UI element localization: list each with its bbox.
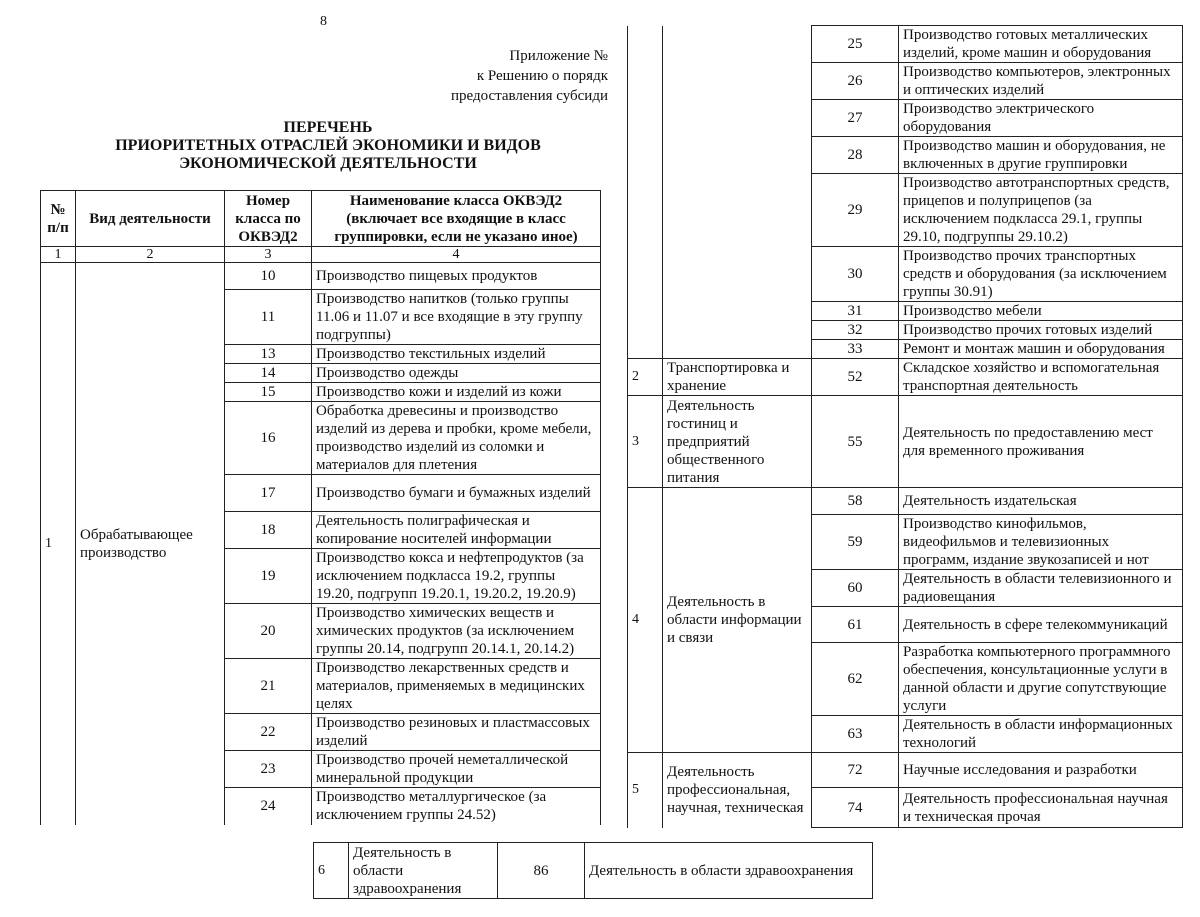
okved-code: 18 bbox=[225, 512, 312, 549]
activity-type: Транспортировка и хранение bbox=[663, 359, 812, 396]
okved-class-name: Производство готовых металлических изделий, кроме машин и оборудования bbox=[899, 26, 1183, 63]
header-name: Наименование класса ОКВЭД2 (включает все входящие в класс группировки, если не указано иное) bbox=[312, 191, 601, 247]
okved-code: 72 bbox=[812, 753, 899, 788]
priority-activities-table-left bbox=[40, 190, 601, 825]
annex-heading bbox=[308, 46, 608, 106]
okved-class-name: Производство мебели bbox=[899, 302, 1183, 321]
group-number: 5 bbox=[628, 753, 663, 828]
table-row bbox=[628, 26, 1183, 63]
okved-code: 32 bbox=[812, 321, 899, 340]
okved-class-name: Складское хозяйство и вспомогательная транспортная деятельность bbox=[899, 359, 1183, 396]
column-index: 2 bbox=[76, 247, 225, 263]
table-row bbox=[628, 396, 1183, 488]
column-index: 1 bbox=[41, 247, 76, 263]
okved-code: 19 bbox=[225, 549, 312, 604]
okved-code: 25 bbox=[812, 26, 899, 63]
okved-class-name: Производство автотранспортных средств, прицепов и полуприцепов (за исключением подкласса 29.1, группы 29.10, подгруппы 29.10.2) bbox=[899, 174, 1183, 247]
okved-code: 23 bbox=[225, 751, 312, 788]
okved-class-name: Производство резиновых и пластмассовых изделий bbox=[312, 714, 601, 751]
okved-class-name: Разработка компьютерного программного обеспечения, консультационные услуги в данной области и другие сопутствующие услуги bbox=[899, 643, 1183, 716]
okved-code: 52 bbox=[812, 359, 899, 396]
okved-code: 28 bbox=[812, 137, 899, 174]
activity-type: Обрабатывающее производство bbox=[76, 263, 225, 825]
okved-code: 55 bbox=[812, 396, 899, 488]
table-row bbox=[41, 263, 601, 290]
okved-class-name: Научные исследования и разработки bbox=[899, 753, 1183, 788]
okved-code: 33 bbox=[812, 340, 899, 359]
annex-line-3: предоставления субсиди bbox=[450, 88, 608, 104]
okved-class-name: Производство бумаги и бумажных изделий bbox=[312, 475, 601, 512]
okved-code: 16 bbox=[225, 402, 312, 475]
okved-code: 60 bbox=[812, 570, 899, 607]
group-number-continued bbox=[628, 26, 663, 359]
okved-class-name: Производство машин и оборудования, не включенных в другие группировки bbox=[899, 137, 1183, 174]
okved-class-name: Производство электрического оборудования bbox=[899, 100, 1183, 137]
okved-code: 29 bbox=[812, 174, 899, 247]
okved-class-name: Деятельность в области телевизионного и радиовещания bbox=[899, 570, 1183, 607]
okved-code: 26 bbox=[812, 63, 899, 100]
title-line-2: ПРИОРИТЕТНЫХ ОТРАСЛЕЙ ЭКОНОМИКИ И ВИДОВ bbox=[115, 137, 541, 154]
group-number: 1 bbox=[41, 263, 76, 825]
okved-class-name: Производство прочих транспортных средств и оборудования (за исключением группы 30.91) bbox=[899, 247, 1183, 302]
okved-class-name: Производство напитков (только группы 11.06 и 11.07 и все входящие в эту группу подгруппы) bbox=[312, 290, 601, 345]
okved-code: 74 bbox=[812, 788, 899, 828]
okved-class-name: Обработка древесины и производство изделий из дерева и пробки, кроме мебели, производство изделий из соломки и материалов для плетения bbox=[312, 402, 601, 475]
okved-code: 10 bbox=[225, 263, 312, 290]
okved-class-name: Производство металлургическое (за исключением группы 24.52) bbox=[312, 788, 601, 825]
okved-code: 15 bbox=[225, 383, 312, 402]
activity-type: Деятельность профессиональная, научная, техническая bbox=[663, 753, 812, 828]
okved-class-name: Деятельность по предоставлению мест для временного проживания bbox=[899, 396, 1183, 488]
okved-code: 62 bbox=[812, 643, 899, 716]
okved-class-name: Производство прочей неметаллической минеральной продукции bbox=[312, 751, 601, 788]
annex-line-2: к Решению о порядк bbox=[476, 68, 608, 84]
okved-class-name: Производство компьютеров, электронных и оптических изделий bbox=[899, 63, 1183, 100]
okved-code: 21 bbox=[225, 659, 312, 714]
activity-type: Деятельность в области здравоохранения bbox=[349, 843, 498, 899]
activity-type-continued bbox=[663, 26, 812, 359]
okved-code: 63 bbox=[812, 716, 899, 753]
okved-class-name: Деятельность в области здравоохранения bbox=[585, 843, 873, 899]
okved-code: 13 bbox=[225, 345, 312, 364]
okved-code: 20 bbox=[225, 604, 312, 659]
header-activity: Вид деятельности bbox=[76, 191, 225, 247]
table-header-row bbox=[41, 191, 601, 247]
okved-code: 11 bbox=[225, 290, 312, 345]
okved-code: 61 bbox=[812, 607, 899, 643]
okved-class-name: Производство кожи и изделий из кожи bbox=[312, 383, 601, 402]
group-number: 3 bbox=[628, 396, 663, 488]
okved-class-name: Деятельность в области информационных технологий bbox=[899, 716, 1183, 753]
table-row bbox=[628, 753, 1183, 788]
header-code: Номер класса по ОКВЭД2 bbox=[225, 191, 312, 247]
okved-class-name: Ремонт и монтаж машин и оборудования bbox=[899, 340, 1183, 359]
okved-class-name: Деятельность издательская bbox=[899, 488, 1183, 515]
group-number: 6 bbox=[314, 843, 349, 899]
okved-class-name: Производство химических веществ и химических продуктов (за исключением группы 20.14, подгрупп 20.14.1, 20.14.2) bbox=[312, 604, 601, 659]
okved-code: 30 bbox=[812, 247, 899, 302]
column-index: 4 bbox=[312, 247, 601, 263]
okved-code: 58 bbox=[812, 488, 899, 515]
priority-activities-table-continued bbox=[313, 842, 873, 899]
title-line-1: ПЕРЕЧЕНЬ bbox=[283, 119, 373, 136]
okved-class-name: Производство кинофильмов, видеофильмов и телевизионных программ, издание звукозаписей и нот bbox=[899, 515, 1183, 570]
document-title bbox=[40, 119, 616, 173]
header-num: № п/п bbox=[41, 191, 76, 247]
table-row bbox=[628, 359, 1183, 396]
okved-code: 22 bbox=[225, 714, 312, 751]
okved-class-name: Деятельность в сфере телекоммуникаций bbox=[899, 607, 1183, 643]
column-index: 3 bbox=[225, 247, 312, 263]
activity-type: Деятельность гостиниц и предприятий общественного питания bbox=[663, 396, 812, 488]
okved-class-name: Производство текстильных изделий bbox=[312, 345, 601, 364]
okved-class-name: Производство одежды bbox=[312, 364, 601, 383]
okved-class-name: Деятельность полиграфическая и копирование носителей информации bbox=[312, 512, 601, 549]
okved-code: 27 bbox=[812, 100, 899, 137]
okved-class-name: Производство прочих готовых изделий bbox=[899, 321, 1183, 340]
annex-line-1: Приложение № bbox=[509, 48, 608, 64]
table-row bbox=[628, 488, 1183, 515]
table-row bbox=[314, 843, 873, 899]
priority-activities-table-right bbox=[627, 25, 1183, 828]
okved-code: 59 bbox=[812, 515, 899, 570]
page-number: 8 bbox=[320, 14, 327, 29]
okved-class-name: Производство лекарственных средств и материалов, применяемых в медицинских целях bbox=[312, 659, 601, 714]
group-number: 2 bbox=[628, 359, 663, 396]
okved-class-name: Производство пищевых продуктов bbox=[312, 263, 601, 290]
okved-code: 86 bbox=[498, 843, 585, 899]
title-line-3: ЭКОНОМИЧЕСКОЙ ДЕЯТЕЛЬНОСТИ bbox=[179, 155, 477, 172]
okved-code: 17 bbox=[225, 475, 312, 512]
group-number: 4 bbox=[628, 488, 663, 753]
activity-type: Деятельность в области информации и связи bbox=[663, 488, 812, 753]
okved-class-name: Производство кокса и нефтепродуктов (за исключением подкласса 19.2, группы 19.20, подгрупп 19.20.1, 19.20.2, 19.20.9) bbox=[312, 549, 601, 604]
okved-class-name: Деятельность профессиональная научная и техническая прочая bbox=[899, 788, 1183, 828]
okved-code: 31 bbox=[812, 302, 899, 321]
column-index-row bbox=[41, 247, 601, 263]
okved-code: 24 bbox=[225, 788, 312, 825]
okved-code: 14 bbox=[225, 364, 312, 383]
